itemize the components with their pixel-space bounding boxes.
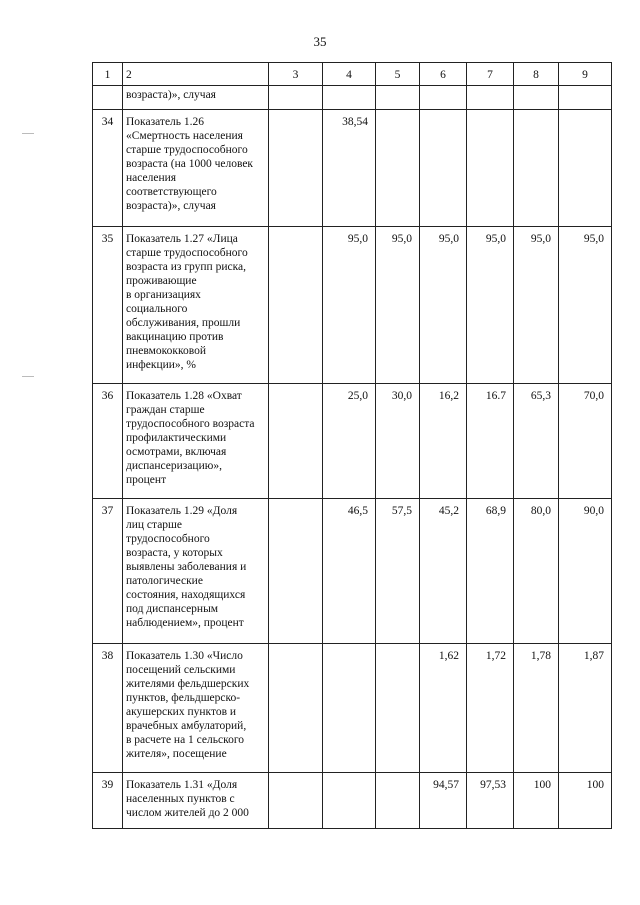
cell-col-5 <box>376 644 420 773</box>
cell-col-4 <box>323 86 376 110</box>
table-row <box>93 110 612 227</box>
cell-col-9: 100 <box>559 773 612 829</box>
cell-col-7: 95,0 <box>467 227 514 384</box>
cell-col-5 <box>376 86 420 110</box>
cell-col-6: 1,62 <box>420 644 467 773</box>
cell-col-5: 30,0 <box>376 384 420 499</box>
cell-col-6 <box>420 110 467 227</box>
page-number: 35 <box>313 34 327 49</box>
cell-col-4 <box>323 773 376 829</box>
cell-col-8: 80,0 <box>514 499 559 644</box>
table-row-continuation <box>93 86 612 110</box>
header-cell-7: 7 <box>467 63 514 86</box>
cell-col-3 <box>269 644 323 773</box>
cell-col-3 <box>269 384 323 499</box>
row-number <box>93 86 123 110</box>
header-cell-8: 8 <box>514 63 559 86</box>
row-description: Показатель 1.28 «Охват граждан старше трудоспособного возраста профилактическими осмотрами, включая диспансеризацию», процент <box>123 384 269 499</box>
margin-mark-bottom <box>22 376 34 377</box>
row-number: 35 <box>93 227 123 384</box>
cell-col-6 <box>420 86 467 110</box>
table-row <box>93 499 612 644</box>
cell-col-7: 68,9 <box>467 499 514 644</box>
cell-col-8: 65,3 <box>514 384 559 499</box>
row-description: Показатель 1.27 «Лица старше трудоспособного возраста из групп риска, проживающие в организациях социального обслуживания, прошли вакцинацию против пневмококковой инфекции», % <box>123 227 269 384</box>
cell-col-6: 16,2 <box>420 384 467 499</box>
cell-col-5: 95,0 <box>376 227 420 384</box>
header-cell-1: 1 <box>93 63 123 86</box>
cell-col-5: 57,5 <box>376 499 420 644</box>
row-number: 36 <box>93 384 123 499</box>
cell-col-7: 97,53 <box>467 773 514 829</box>
table-row <box>93 644 612 773</box>
table-row <box>93 773 612 829</box>
cell-col-8: 95,0 <box>514 227 559 384</box>
cell-col-4: 46,5 <box>323 499 376 644</box>
row-number: 39 <box>93 773 123 829</box>
row-number: 38 <box>93 644 123 773</box>
cell-col-3 <box>269 227 323 384</box>
cell-col-7 <box>467 86 514 110</box>
cell-col-5 <box>376 110 420 227</box>
indicators-table <box>92 62 612 829</box>
cell-col-5 <box>376 773 420 829</box>
cell-col-3 <box>269 499 323 644</box>
header-cell-5: 5 <box>376 63 420 86</box>
cell-col-7 <box>467 110 514 227</box>
cell-col-4 <box>323 644 376 773</box>
row-number: 37 <box>93 499 123 644</box>
cell-col-9: 90,0 <box>559 499 612 644</box>
table-row <box>93 227 612 384</box>
cell-col-7: 16.7 <box>467 384 514 499</box>
cell-col-4: 25,0 <box>323 384 376 499</box>
cell-col-9 <box>559 86 612 110</box>
row-description: Показатель 1.29 «Доля лиц старше трудоспособного возраста, у которых выявлены заболевания и патологические состояния, находящихся под диспансерным наблюдением», процент <box>123 499 269 644</box>
header-cell-3: 3 <box>269 63 323 86</box>
cell-col-4: 95,0 <box>323 227 376 384</box>
cell-col-8: 100 <box>514 773 559 829</box>
cell-col-9: 95,0 <box>559 227 612 384</box>
cell-col-8 <box>514 86 559 110</box>
cell-col-9 <box>559 110 612 227</box>
header-cell-2: 2 <box>123 63 269 86</box>
cell-col-8 <box>514 110 559 227</box>
cell-col-9: 1,87 <box>559 644 612 773</box>
header-cell-4: 4 <box>323 63 376 86</box>
cell-col-3 <box>269 110 323 227</box>
margin-mark-top <box>22 133 34 134</box>
cell-col-9: 70,0 <box>559 384 612 499</box>
cell-col-3 <box>269 773 323 829</box>
header-cell-9: 9 <box>559 63 612 86</box>
row-number: 34 <box>93 110 123 227</box>
cell-col-8: 1,78 <box>514 644 559 773</box>
cell-col-3 <box>269 86 323 110</box>
cell-col-6: 45,2 <box>420 499 467 644</box>
row-description: Показатель 1.31 «Доля населенных пунктов с числом жителей до 2 000 <box>123 773 269 829</box>
row-description: Показатель 1.30 «Число посещений сельскими жителями фельдшерских пунктов, фельдшерско- акушерских пунктов и врачебных амбулаторий, в расчете на 1 сельского жителя», посещение <box>123 644 269 773</box>
cell-col-4: 38,54 <box>323 110 376 227</box>
header-cell-6: 6 <box>420 63 467 86</box>
cell-col-7: 1,72 <box>467 644 514 773</box>
row-description: возраста)», случая <box>123 86 269 110</box>
table-row <box>93 384 612 499</box>
cell-col-6: 94,57 <box>420 773 467 829</box>
table-header-row <box>93 63 612 86</box>
row-description: Показатель 1.26 «Смертность населения старше трудоспособного возраста (на 1000 человек населения соответствующего возраста)», случая <box>123 110 269 227</box>
cell-col-6: 95,0 <box>420 227 467 384</box>
